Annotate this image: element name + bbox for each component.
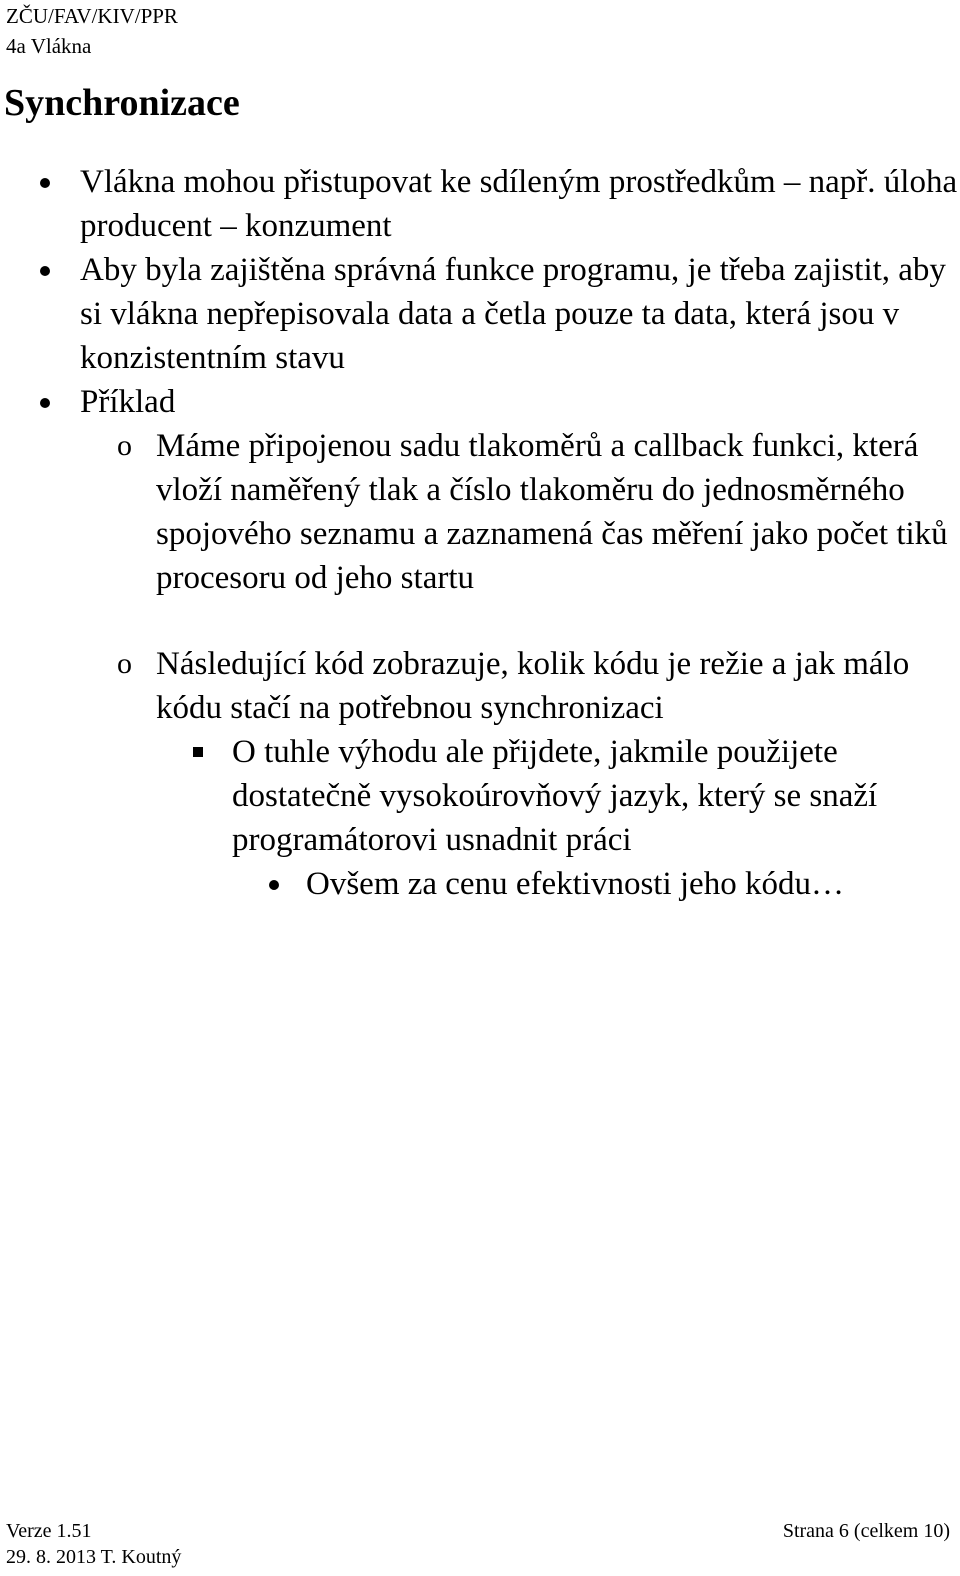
bullet-list <box>0 160 960 906</box>
bullet-icon <box>269 880 279 890</box>
bullet-icon <box>40 178 50 188</box>
bullet-icon <box>40 266 50 276</box>
circle-bullet-icon: o <box>117 429 132 462</box>
footer-date-author: 29. 8. 2013 T. Koutný <box>6 1546 182 1568</box>
list-item <box>0 862 960 906</box>
list-item-text: Máme připojenou sadu tlakoměrů a callback funkci, která vloží naměřený tlak a číslo tlakoměru do jednosměrného spojového seznamu a zaznamená čas měření jako počet tiků procesoru od jeho startu <box>156 428 948 596</box>
list-item-text: Aby byla zajištěna správná funkce programu, je třeba zajistit, aby si vlákna nepřepisovala data a četla pouze ta data, která jsou v konzistentním stavu <box>80 252 946 376</box>
header-course-path: ZČU/FAV/KIV/PPR <box>6 4 178 28</box>
header-chapter: 4a Vlákna <box>6 34 92 58</box>
circle-bullet-icon: o <box>117 647 132 680</box>
list-item-text: Příklad <box>80 384 176 420</box>
list-item <box>0 160 960 248</box>
list-item <box>0 424 960 600</box>
list-item-text: Ovšem za cenu efektivnosti jeho kódu… <box>306 866 844 902</box>
square-bullet-icon <box>193 747 203 757</box>
page-title: Synchronizace <box>4 82 240 124</box>
list-item <box>0 248 960 380</box>
bullet-icon <box>40 398 50 408</box>
footer-page-number: Strana 6 (celkem 10) <box>782 1520 950 1542</box>
list-item-text: O tuhle výhodu ale přijdete, jakmile použijete dostatečně vysokoúrovňový jazyk, který se snaží programátorovi usnadnit práci <box>232 734 878 858</box>
footer-version: Verze 1.51 <box>6 1520 92 1542</box>
list-item <box>0 380 960 424</box>
list-item <box>0 642 960 730</box>
list-item-text: Vlákna mohou přistupovat ke sdíleným prostředkům – např. úloha producent – konzument <box>80 164 958 244</box>
list-item <box>0 730 960 862</box>
list-item-text: Následující kód zobrazuje, kolik kódu je režie a jak málo kódu stačí na potřebnou synchronizaci <box>156 646 910 726</box>
